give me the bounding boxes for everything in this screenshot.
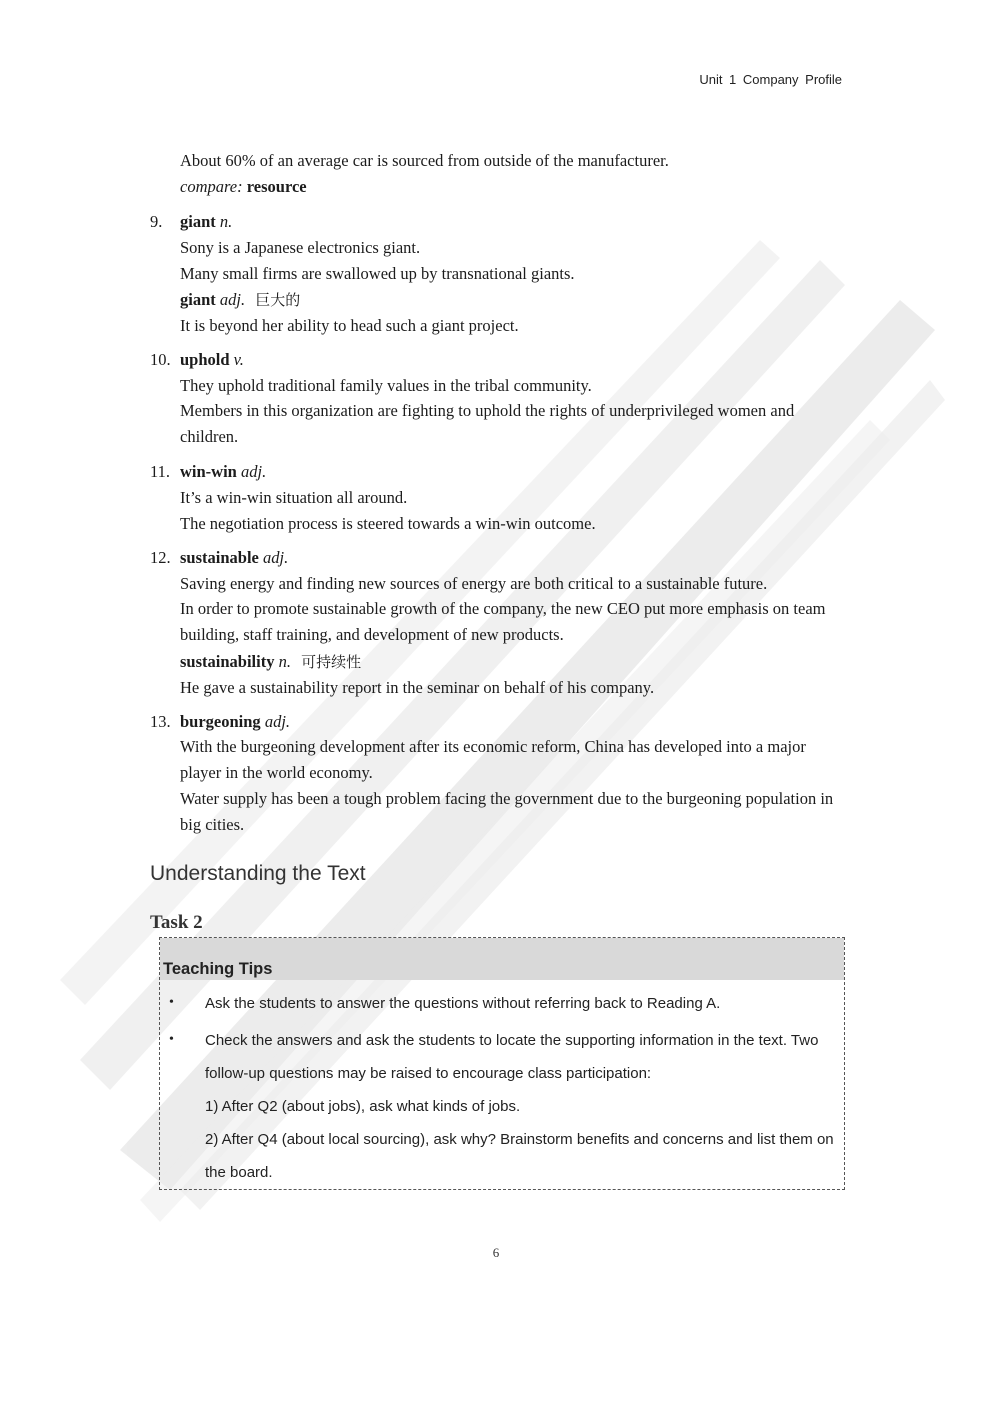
entry-number: 9. — [150, 212, 163, 231]
derived-word: giant — [180, 290, 216, 309]
example-sentence: With the burgeoning development after its economic reform, China has developed into a major player in the world economy. — [180, 737, 806, 782]
tip-subitem: 1) After Q2 (about jobs), ask what kinds of jobs. — [205, 1098, 521, 1115]
teaching-tips-title: Teaching Tips — [163, 960, 273, 978]
example-sentence: In order to promote sustainable growth of the company, the new CEO put more emphasis on team building, staff training, and development of new products. — [180, 599, 826, 644]
example-sentence: Water supply has been a tough problem facing the government due to the burgeoning population in big cities. — [180, 789, 834, 834]
bullet-icon: • — [169, 995, 174, 1010]
teaching-tips-header — [160, 938, 844, 980]
example-sentence: They uphold traditional family values in the tribal community. — [180, 376, 592, 395]
example-sentence: Many small firms are swallowed up by transnational giants. — [180, 264, 575, 283]
part-of-speech: adj. — [262, 548, 289, 567]
headword-line — [180, 349, 244, 371]
entry-number: 12. — [150, 548, 171, 567]
part-of-speech: n. — [278, 652, 291, 671]
derived-word-line — [180, 651, 361, 673]
example-sentence: The negotiation process is steered towards a win-win outcome. — [180, 514, 596, 533]
part-of-speech: n. — [219, 212, 233, 231]
page-number: 6 — [492, 1245, 500, 1260]
chinese-meaning: 可持续性 — [301, 653, 362, 671]
section-heading: Understanding the Text — [150, 862, 366, 885]
tip-subitem: 2) After Q4 (about local sourcing), ask why? Brainstorm benefits and concerns and list them on the board. — [205, 1131, 834, 1181]
compare-label: compare: — [180, 177, 243, 196]
compare-line — [180, 176, 307, 198]
entry-number: 11. — [150, 462, 171, 481]
entry-number: 13. — [150, 712, 171, 731]
example-sentence: It’s a win-win situation all around. — [180, 488, 408, 507]
example-sentence: About 60% of an average car is sourced from outside of the manufacturer. — [180, 151, 669, 170]
teaching-tips-box — [159, 937, 845, 1190]
part-of-speech: adj. — [240, 462, 267, 481]
tip-item: Ask the students to answer the questions without referring back to Reading A. — [205, 995, 721, 1012]
headword-line — [180, 211, 232, 233]
part-of-speech: v. — [233, 350, 244, 369]
example-sentence: Members in this organization are fighting to uphold the rights of underprivileged women and children. — [180, 401, 795, 446]
headword: burgeoning — [180, 712, 261, 731]
example-sentence: It is beyond her ability to head such a giant project. — [180, 316, 519, 335]
task-heading: Task 2 — [150, 912, 203, 933]
headword-line — [180, 711, 290, 733]
headword-line — [180, 461, 266, 483]
headword: win-win — [180, 462, 237, 481]
headword-line — [180, 547, 288, 569]
part-of-speech: adj. — [219, 290, 246, 309]
headword: uphold — [180, 350, 230, 369]
part-of-speech: adj. — [264, 712, 291, 731]
example-sentence: Sony is a Japanese electronics giant. — [180, 238, 421, 257]
example-sentence: Saving energy and finding new sources of energy are both critical to a sustainable future. — [180, 574, 768, 593]
chinese-meaning: 巨大的 — [255, 291, 301, 309]
compare-word: resource — [246, 177, 307, 196]
derived-word-line — [180, 289, 300, 311]
example-sentence: He gave a sustainability report in the seminar on behalf of his company. — [180, 678, 655, 697]
tip-item: Check the answers and ask the students to locate the supporting information in the text. Two follow-up questions may be raised to encourage class participation: — [205, 1032, 819, 1082]
derived-word: sustainability — [180, 652, 275, 671]
headword: sustainable — [180, 548, 259, 567]
running-header: Unit 1 Company Profile — [699, 72, 842, 87]
bullet-icon: • — [169, 1032, 174, 1047]
headword: giant — [180, 212, 216, 231]
entry-number: 10. — [150, 350, 171, 369]
